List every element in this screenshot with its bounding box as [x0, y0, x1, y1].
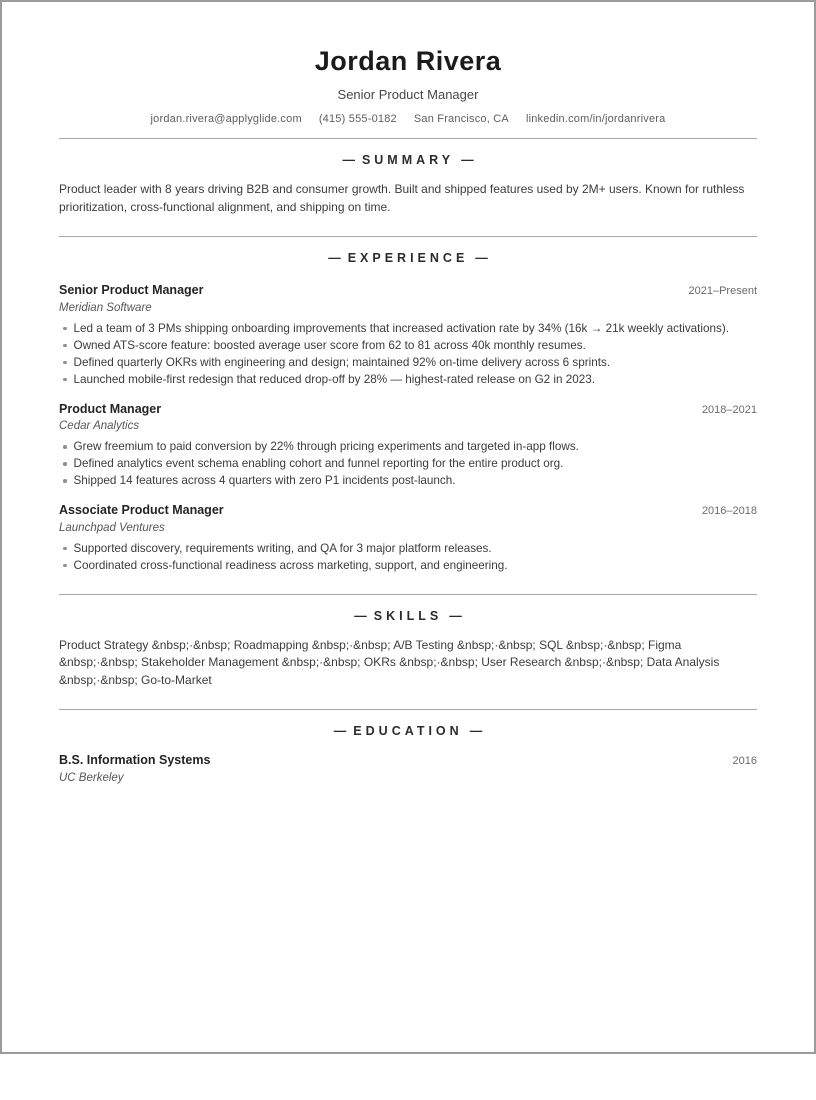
job-company: Meridian Software: [59, 301, 152, 314]
resume-content: [2, 46, 814, 784]
bullet-list: [59, 438, 757, 489]
section-title-education: — EDUCATION —: [333, 724, 483, 738]
bullet-dot-icon: [63, 547, 67, 551]
section-title-summary: — SUMMARY —: [342, 153, 474, 167]
job-dates: 2021–Present: [688, 285, 757, 297]
dash-decoration: —: [461, 153, 474, 167]
dash-decoration: —: [354, 608, 367, 623]
bullet-item: Launched mobile-first redesign that reduced drop-off by 28% — highest-rated release on G2 in 2023.: [59, 371, 757, 388]
dash-decoration: —: [469, 724, 483, 738]
dash-decoration: —: [342, 153, 355, 167]
job-title: Associate Product Manager: [59, 503, 224, 517]
section-rule: [59, 236, 757, 237]
dash-decoration: —: [449, 608, 462, 623]
section-title-skills: — SKILLS —: [354, 608, 462, 623]
job-entry: [59, 503, 757, 574]
education-dates: 2016: [732, 755, 757, 767]
bullet-dot-icon: [63, 462, 67, 466]
job-company: Launchpad Ventures: [59, 521, 165, 534]
bullet-dot-icon: [63, 479, 67, 483]
bullet-dot-icon: [63, 378, 67, 382]
bullet-item: Supported discovery, requirements writing, and QA for 3 major platform releases.: [59, 540, 757, 557]
contact-email: jordan.rivera@applyglide.com: [150, 113, 302, 125]
job-dates: 2018–2021: [701, 403, 757, 416]
bullet-item: Coordinated cross-functional readiness across marketing, support, and engineering.: [59, 557, 757, 574]
education-entry: [59, 753, 757, 767]
bullet-dot-icon: [63, 361, 67, 365]
job-dates: 2016–2018: [701, 505, 757, 517]
education-degree: B.S. Information Systems: [59, 753, 211, 767]
job-head: [59, 283, 757, 297]
bullet-dot-icon: [63, 564, 67, 568]
bullet-item: Led a team of 3 PMs shipping onboarding improvements that increased activation rate by 34% (16k → 21k weekly activations).: [59, 320, 757, 337]
bullet-item: Shipped 14 features across 4 quarters with zero P1 incidents post-launch.: [59, 472, 757, 489]
dash-decoration: —: [475, 251, 488, 265]
bullet-dot-icon: [63, 344, 67, 348]
bullet-item: Defined quarterly OKRs with engineering and design; maintained 92% on-time delivery across 6 sprints.: [59, 354, 757, 371]
bullet-dot-icon: [63, 445, 67, 449]
job-title: Product Manager: [59, 401, 162, 416]
section-rule: [59, 138, 757, 139]
candidate-name: Jordan Rivera: [314, 46, 502, 76]
dash-decoration: —: [333, 724, 347, 738]
job-head: [59, 402, 757, 416]
section-rule: [59, 709, 757, 710]
section-title-experience: — EXPERIENCE —: [328, 251, 488, 265]
contact-row: [59, 113, 757, 125]
job-entry: [59, 402, 757, 490]
job-head: [59, 503, 757, 517]
contact-linkedin: linkedin.com/in/jordanrivera: [525, 113, 666, 125]
bullet-item: Grew freemium to paid conversion by 22% through pricing experiments and targeted in-app flows.: [59, 438, 757, 455]
dash-decoration: —: [328, 251, 341, 265]
job-entry: [59, 283, 757, 388]
contact-location: San Francisco, CA: [413, 113, 509, 125]
resume-header: [59, 46, 757, 125]
candidate-title: Senior Product Manager: [337, 87, 479, 102]
contact-phone: (415) 555-0182: [318, 113, 397, 125]
section-rule: [59, 594, 757, 595]
skills-text: Product Strategy &nbsp;·&nbsp; Roadmapping &nbsp;·&nbsp; A/B Testing &nbsp;·&nbsp; SQL &nbsp;·&nbsp; Figma &nbsp;·&nbsp; Stakeholder Management &nbsp;·&nbsp; OKRs &nbsp;·&nbsp; User Research &nbsp;·&nbsp; Data Analysis &nbsp;·&nbsp; Go-to-Market: [59, 637, 720, 687]
job-company: Cedar Analytics: [59, 420, 140, 432]
job-title: Senior Product Manager: [59, 283, 204, 297]
education-school: UC Berkeley: [59, 771, 124, 784]
bullet-list: [59, 540, 757, 574]
bullet-dot-icon: [63, 327, 67, 331]
bullet-item: Defined analytics event schema enabling cohort and funnel reporting for the entire product org.: [59, 455, 757, 472]
bullet-list: [59, 320, 757, 388]
bullet-item: Owned ATS-score feature: boosted average user score from 62 to 81 across 40k monthly resumes.: [59, 337, 757, 354]
summary-text: Product leader with 8 years driving B2B and consumer growth. Built and shipped features used by 2M+ users. Known for ruthless prioritization, cross-functional alignment, and shipping on time.: [59, 182, 745, 214]
